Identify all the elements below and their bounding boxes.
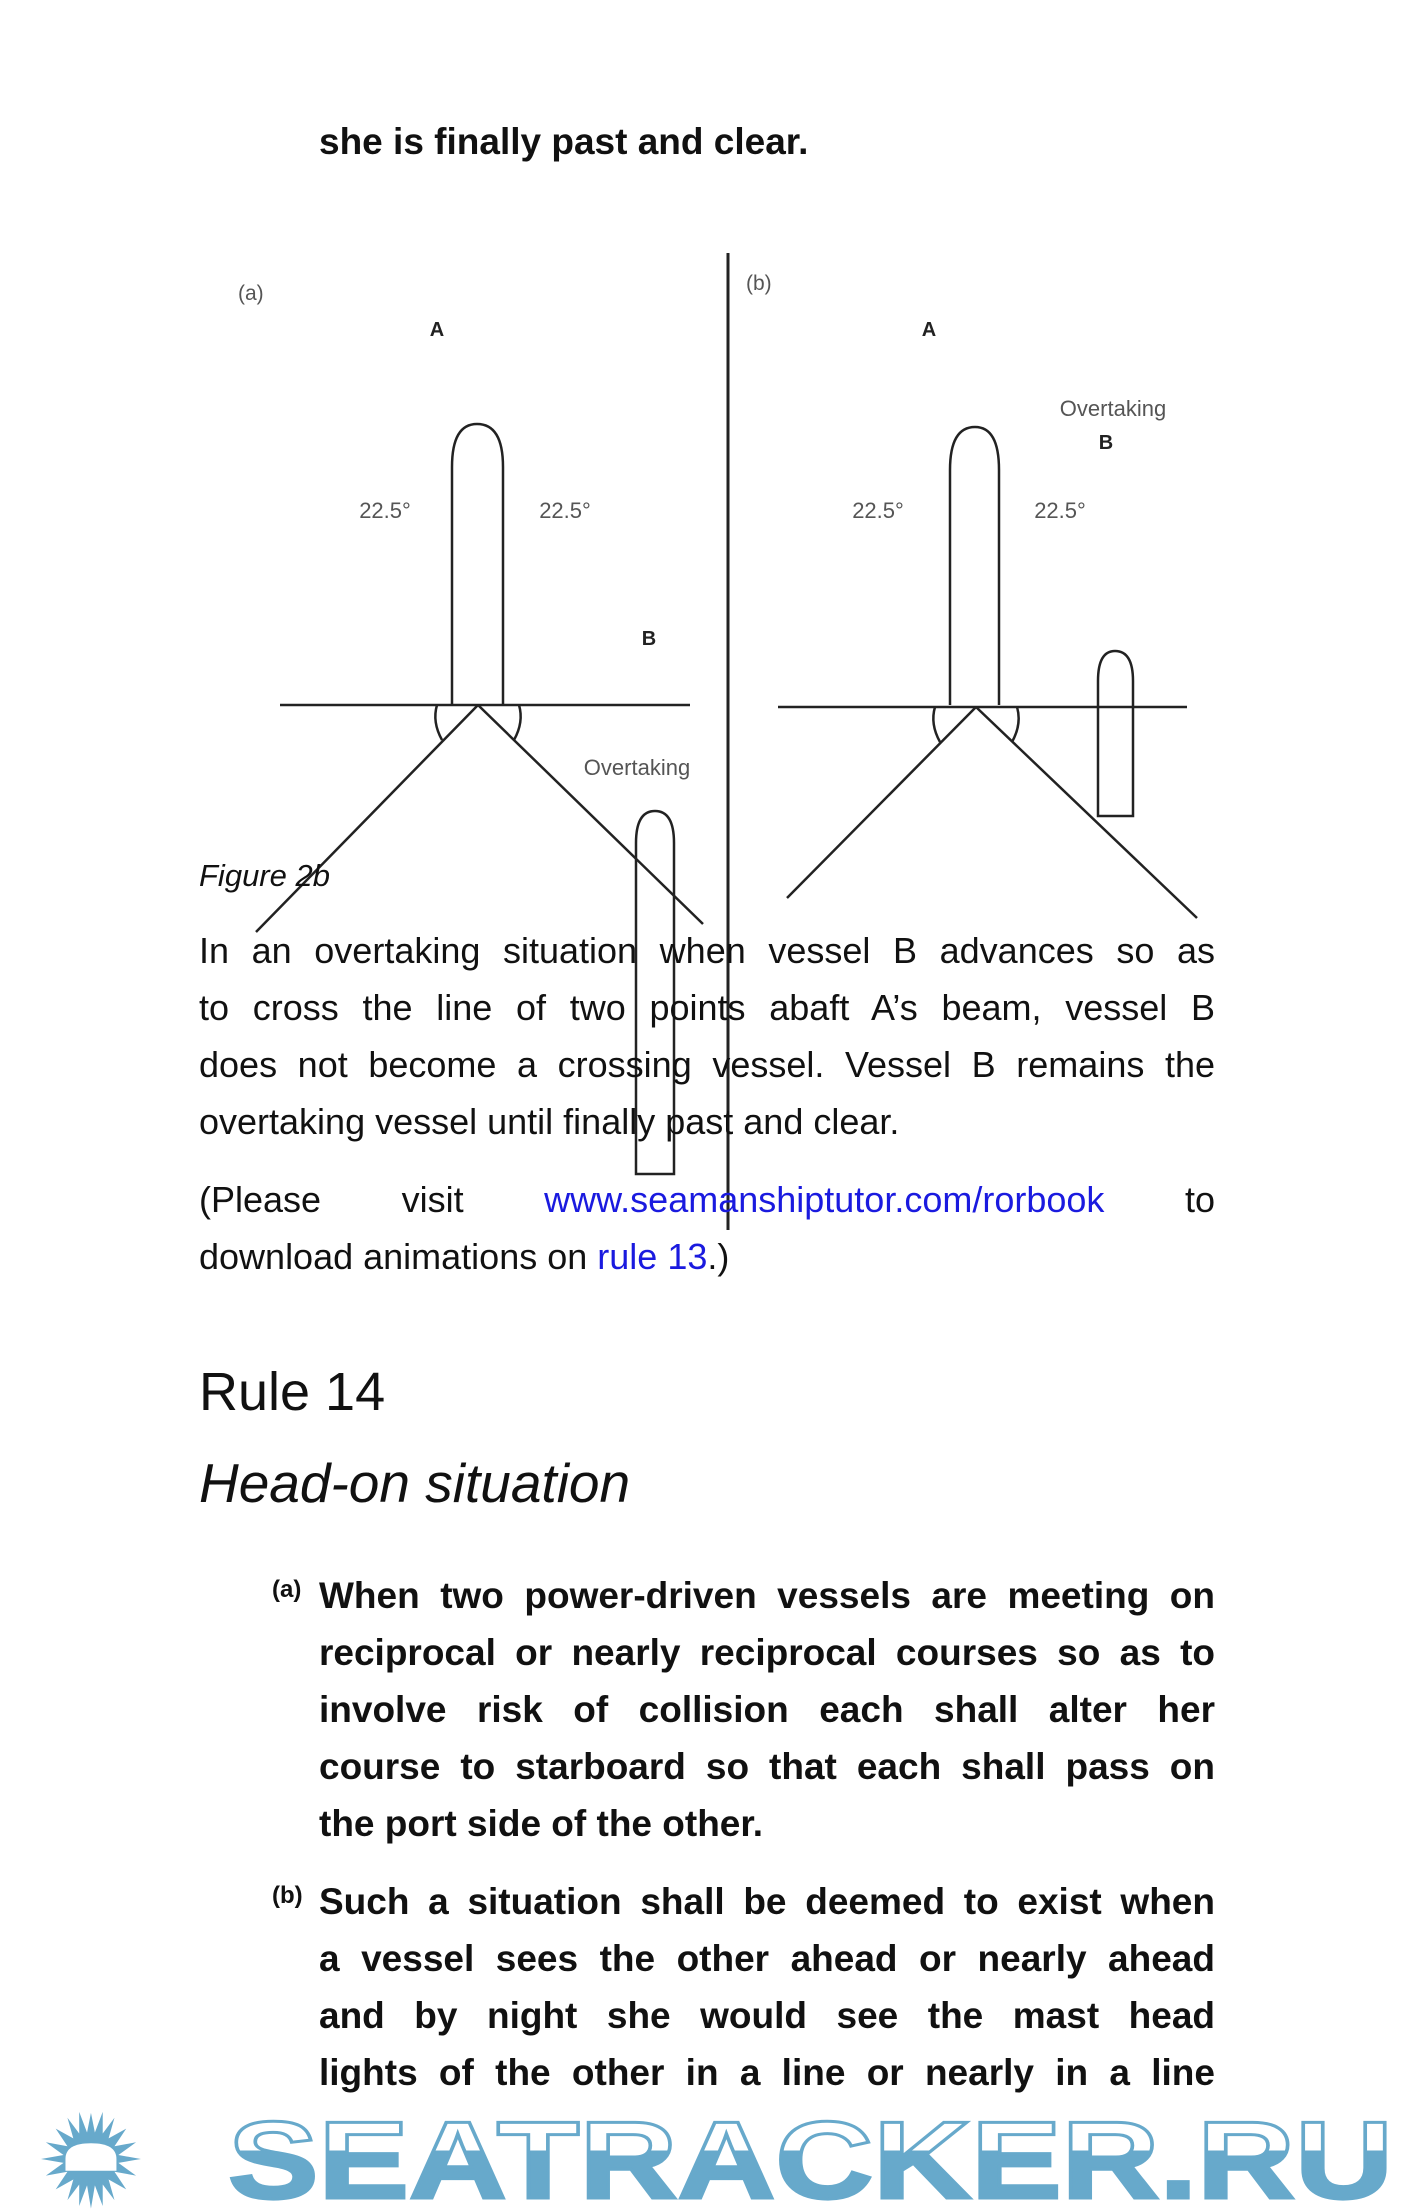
intro-line: she is finally past and clear. [319, 121, 809, 162]
clause-a [272, 1567, 1215, 1852]
clause-line: course to starboard so that each shall pass on [319, 1746, 1215, 1787]
clause-line: a vessel sees the other ahead or nearly ahead [319, 1938, 1215, 1979]
vessel-a-label: A [921, 319, 937, 341]
rule-subtitle: Head-on situation [199, 1452, 631, 1514]
rule-13-link[interactable]: rule 13 [597, 1236, 708, 1277]
clause-line: reciprocal or nearly reciprocal courses so as to [319, 1632, 1215, 1673]
clause-line: involve risk of collision each shall alter her [319, 1689, 1215, 1730]
vessel-b-label: B [1098, 432, 1114, 454]
paragraph-line: In an overtaking situation when vessel B advances so as [199, 930, 1215, 971]
angle-label: 22.5° [359, 498, 411, 523]
visit-text: .) [707, 1236, 730, 1277]
angle-arc-right-b [1012, 707, 1019, 742]
angle-arc-right-a [514, 705, 521, 740]
visit-text: download animations on [199, 1236, 598, 1277]
visit-word: to [1184, 1179, 1215, 1220]
overtaking-label: Overtaking [1059, 396, 1167, 421]
clause-line: lights of the other in a line or nearly in a line [319, 2052, 1215, 2093]
clause-label: (b) [272, 1882, 303, 1909]
angle-label: 22.5° [852, 498, 904, 523]
watermark-text: SEATRACKER.RU [228, 2106, 1393, 2212]
clause-line: When two power-driven vessels are meeting on [319, 1575, 1215, 1616]
figure-caption: Figure 2b [199, 858, 330, 893]
vessel-b-label: B [641, 628, 657, 650]
panel-b-label: (b) [746, 272, 772, 295]
vessel-a-label: A [429, 319, 445, 341]
vessel-a-hull-b [950, 427, 999, 705]
seatracker-watermark [0, 2106, 1413, 2212]
sector-line-left-b [787, 707, 976, 898]
clause-label: (a) [272, 1576, 302, 1603]
clause-line: Such a situation shall be deemed to exist when [319, 1881, 1215, 1922]
vessel-a-hull-a [452, 424, 503, 704]
sector-line-right-b [976, 707, 1197, 918]
angle-arc-left-b [933, 707, 940, 742]
overtaking-label: Overtaking [583, 755, 691, 780]
clause-b [272, 1873, 1215, 2101]
visit-paragraph [199, 1171, 1215, 1285]
vessel-b-hull-b [1098, 651, 1133, 816]
paragraph-line: does not become a crossing vessel. Vessel B remains the [199, 1044, 1215, 1085]
paragraph-line: overtaking vessel until finally past and clear. [199, 1101, 900, 1142]
visit-word: (Please [199, 1179, 322, 1220]
body-paragraph [199, 922, 1215, 1150]
paragraph-line: to cross the line of two points abaft A’s beam, vessel B [199, 987, 1215, 1028]
rule-title: Rule 14 [199, 1362, 386, 1422]
clause-line: and by night she would see the mast head [319, 1995, 1215, 2036]
visit-word: visit [401, 1179, 464, 1220]
sector-line-right-a [478, 705, 703, 924]
angle-label: 22.5° [1034, 498, 1086, 523]
panel-a-label: (a) [238, 282, 264, 305]
clause-line: the port side of the other. [319, 1803, 764, 1844]
sun-icon [41, 2112, 141, 2209]
angle-arc-left-a [435, 705, 442, 740]
angle-label: 22.5° [539, 498, 591, 523]
seamanshiptutor-link[interactable]: www.seamanshiptutor.com/rorbook [544, 1179, 1105, 1220]
sector-line-left-a [256, 705, 478, 932]
